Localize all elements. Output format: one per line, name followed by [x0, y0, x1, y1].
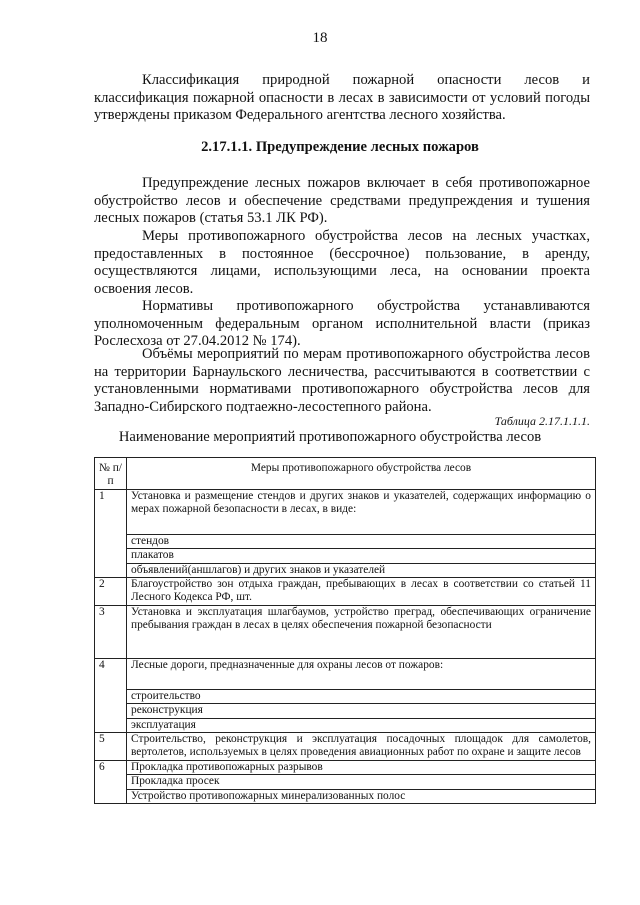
row-num: 6 [95, 760, 127, 803]
paragraph-2-text: Меры противопожарного обустройства лесов на лесных участках, предоставленных в постоянное (бессрочное) пользование, в аренду, осуществляются лицами, использующими леса, на основании проекта освоения лесов. [94, 228, 590, 297]
row-text: Установка и эксплуатация шлагбаумов, устройство преград, обеспечивающих ограничение пребывания граждан в лесах в целях обеспечения пожарной безопасности [127, 605, 596, 658]
page-number: 18 [312, 30, 328, 46]
row-num: 3 [95, 605, 127, 658]
table-row [95, 718, 596, 732]
table-row [95, 704, 596, 718]
paragraph-1-text: Предупреждение лесных пожаров включает в себя противопожарное обустройство лесов и обеспечение средствами предупреждения и тушения лесных пожаров (статья 53.1 ЛК РФ). [94, 175, 590, 227]
row-text: Строительство, реконструкция и эксплуатация посадочных площадок для самолетов, вертолетов, используемых в целях проведения авиационных работ по охране и защите лесов [127, 733, 596, 761]
table-row [95, 760, 596, 774]
paragraph-4-text: Объёмы мероприятий по мерам противопожарного обустройства лесов на территории Барнаульского лесничества, рассчитываются в соответствии с установленными нормативами противопожарного обустройства лесов для Западно-Сибирского подтаежно-лесостепного района. [94, 346, 590, 415]
row-text: плакатов [127, 549, 596, 563]
table-row [95, 658, 596, 689]
paragraph-3 [94, 298, 590, 351]
row-text: Прокладка противопожарных разрывов [127, 760, 596, 774]
table-row [95, 578, 596, 606]
table-row [95, 489, 596, 534]
table-row [95, 534, 596, 548]
row-text: Прокладка просек [127, 775, 596, 789]
table-caption: Наименование мероприятий противопожарного обустройства лесов [118, 429, 542, 445]
row-text: Благоустройство зон отдыха граждан, пребывающих в лесах в соответствии со статьей 11 Лесного Кодекса РФ, шт. [127, 578, 596, 606]
row-text: реконструкция [127, 704, 596, 718]
intro-text: Классификация природной пожарной опасности лесов и классификация пожарной опасности в лесах в зависимости от условий погоды утверждены приказом Федерального агентства лесного хозяйства. [94, 72, 590, 124]
col-header-measures: Меры противопожарного обустройства лесов [127, 458, 596, 490]
row-num: 4 [95, 658, 127, 732]
paragraph-2 [94, 228, 590, 298]
paragraph-4 [94, 346, 590, 416]
measures-table [94, 457, 596, 804]
row-text: Устройство противопожарных минерализованных полос [127, 789, 596, 803]
paragraph-1 [94, 175, 590, 228]
table-row [95, 775, 596, 789]
section-heading: 2.17.1.1. Предупреждение лесных пожаров [201, 139, 479, 155]
col-header-num: № п/п [95, 458, 127, 490]
table-row [95, 689, 596, 703]
table-row [95, 733, 596, 761]
table-row [95, 789, 596, 803]
table-label: Таблица 2.17.1.1.1. [494, 414, 590, 428]
row-text: строительство [127, 689, 596, 703]
row-num: 2 [95, 578, 127, 606]
table-row [95, 549, 596, 563]
intro-paragraph [94, 72, 590, 125]
paragraph-3-text: Нормативы противопожарного обустройства устанавливаются уполномоченным федеральным органом исполнительной власти (приказ Рослесхоза от 27.04.2012 № 174). [94, 298, 590, 350]
row-text: Лесные дороги, предназначенные для охраны лесов от пожаров: [127, 658, 596, 689]
row-text: эксплуатация [127, 718, 596, 732]
row-text: стендов [127, 534, 596, 548]
row-num: 5 [95, 733, 127, 761]
row-num: 1 [95, 489, 127, 577]
table-row [95, 605, 596, 658]
table-row [95, 563, 596, 577]
row-text: объявлений(аншлагов) и других знаков и указателей [127, 563, 596, 577]
table-header-row [95, 458, 596, 490]
row-text: Установка и размещение стендов и других знаков и указателей, содержащих информацию о мерах пожарной безопасности в лесах, в виде: [127, 489, 596, 534]
